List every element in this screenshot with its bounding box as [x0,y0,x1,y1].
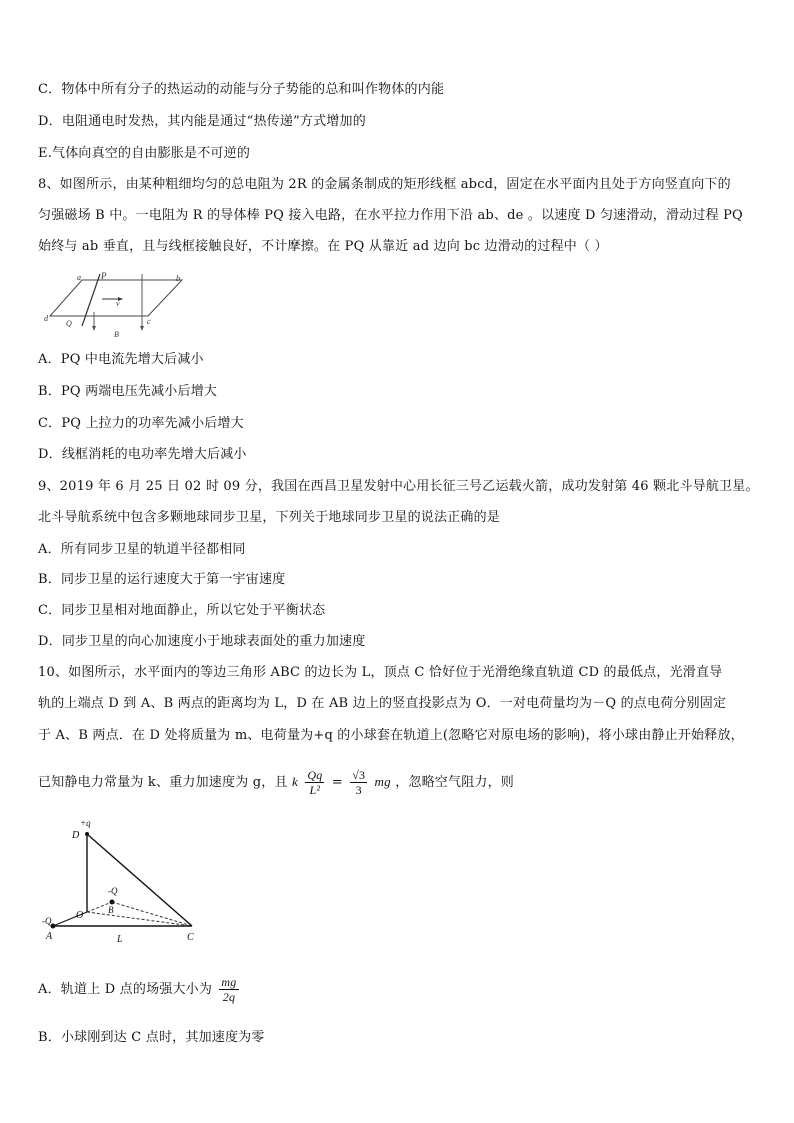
q10-line4-prefix: 已知静电力常量为 k、重力加速度为 g，且 [38,775,288,790]
q9-stem-line2: 北斗导航系统中包含多颗地球同步卫星，下列关于地球同步卫星的说法正确的是 [38,510,501,525]
q10-option-b: B．小球刚到达 C 点时，其加速度为零 [38,1030,265,1045]
q8-label-p: P [101,271,107,281]
q10-segment-bc [112,902,192,926]
q7-option-c: C．物体中所有分子的热运动的动能与分子势能的总和叫作物体的内能 [38,82,445,97]
q8-option-c: C．PQ 上拉力的功率先减小后增大 [38,416,244,431]
q10-label-minus-q-top: -Q [108,886,118,896]
q8-label-c: c [147,317,151,326]
q9-stem-line1: 9、2019 年 6 月 25 日 02 时 09 分，我国在西昌卫星发射中心用长征三号乙运载火箭，成功发射第 46 颗北斗导航卫星。 [38,479,759,494]
q10-line4-suffix: ，忽略空气阻力，则 [395,775,514,790]
q8-label-q: Q [66,319,72,328]
q8-label-b: b [176,274,180,283]
q10-label-l: L [117,934,123,945]
q8-stem-line1: 8、如图所示，由某种粗细均匀的总电阻为 2R 的金属条制成的矩形线框 abcd，固定在水平面内且处于方向竖直向下的 [38,177,731,192]
q8-option-a: A．PQ 中电流先增大后减小 [38,352,204,367]
q10-label-c: C [187,932,194,943]
q10-charge-b [110,900,115,905]
q8-label-a: a [77,273,81,282]
q10-stem-line1: 10、如图所示，水平面内的等边三角形 ABC 的边长为 L，顶点 C 恰好位于光滑绝缘直轨道 CD 的最低点，光滑直导 [38,665,723,680]
q10-label-minus-q-left: -Q [42,916,52,926]
q8-frame [50,280,182,316]
q10-ball-d [85,832,89,836]
q8-field-arrowhead [92,326,96,331]
formula-k: k [292,774,298,789]
formula-sqrt3-over-3: $\frac{√3}{3}$ [352,768,366,797]
q10-label-b: B [108,905,114,915]
q10-segment-oc [87,912,192,926]
q9-option-c: C．同步卫星相对地面静止，所以它处于平衡状态 [38,603,326,618]
q9-option-d: D．同步卫星的向心加速度小于地球表面处的重力加速度 [38,634,366,649]
formula-qq-over-l2: $\frac{Qq}{\text{L²}}$ [307,768,323,797]
q10-stem-line2: 轨的上端点 D 到 A、B 两点的距离均为 L，D 在 AB 边上的竖直投影点为 O．一对电荷量均为－Q 的点电荷分别固定 [38,696,727,711]
q10-label-d: D [72,830,80,841]
q8-rod-pq [82,274,100,326]
q8-field-arrowhead [140,326,144,331]
q10-label-o: O [76,910,84,921]
q7-option-e: E.气体向真空的自由膨胀是不可逆的 [38,146,251,161]
q8-figure [44,268,194,340]
q9-option-a: A．所有同步卫星的轨道半径都相同 [38,542,246,557]
q8-label-v: v [116,299,120,308]
q10-label-a: A [46,931,53,942]
q8-option-d: D．线框消耗的电功率先增大后减小 [38,447,247,462]
formula-mg-over-2q: $\frac{mg}{2q}$ [221,975,237,1004]
q7-option-d: D．电阻通电时发热，其内能是通过“热传递”方式增加的 [38,114,366,129]
q10-option-a-text: A．轨道上 D 点的场强大小为 [38,982,213,997]
q10-figure [40,816,210,952]
q8-option-b: B．PQ 两端电压先减小后增大 [38,384,218,399]
formula-mg: mg [374,774,391,789]
q8-stem-line3: 始终与 ab 垂直，且与线框接触良好，不计摩擦。在 PQ 从靠近 ad 边向 bc 边滑动的过程中（ ） [38,239,608,254]
q10-stem-line3: 于 A、B 两点．在 D 处将质量为 m、电荷量为+q 的小球套在轨道上(忽略它对原电场的影响)，将小球由静止开始释放， [38,728,744,743]
q10-label-plus-q: +q [80,818,91,828]
formula-equals: = [331,775,343,790]
q8-label-B: B [114,330,119,339]
q10-track-dc [87,834,192,926]
q8-stem-line2: 匀强磁场 B 中。一电阻为 R 的导体棒 PQ 接入电路，在水平拉力作用下沿 ab、de 。以速度 D 匀速滑动，滑动过程 PQ [38,208,743,223]
q8-label-d: d [44,314,48,323]
q10-stem-line4 [38,764,763,800]
q10-option-a [38,970,763,1010]
q9-option-b: B．同步卫星的运行速度大于第一宇宙速度 [38,572,286,587]
